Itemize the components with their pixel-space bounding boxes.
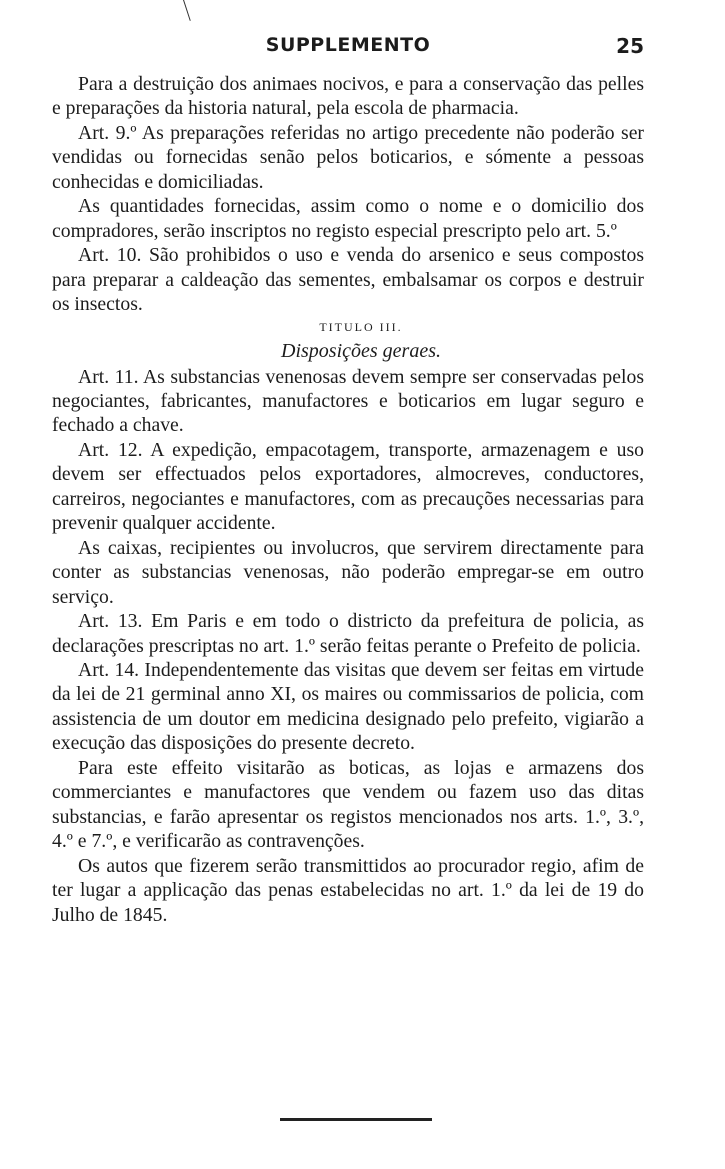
paragraph: Para a destruição dos animaes nocivos, e para a conservação das pelles e preparações da historia natural, pela escola de pharmacia. [52, 73, 644, 120]
paragraph: Os autos que fizerem serão transmittidos ao procurador regio, afim de ter lugar a applicação das penas estabelecidas no art. 1.º da lei de 19 do Julho de 1845. [52, 854, 644, 926]
paragraph: Art. 12. A expedição, empacotagem, transporte, armazenagem e uso devem ser effectuados pelos exportadores, almocreves, conductores, carreiros, negociantes e manufactores, com as precauções necessarias para prevenir qualquer accidente. [52, 438, 644, 535]
running-title: SUPPLEMENTO [265, 34, 431, 56]
section-heading: Disposições geraes. [281, 339, 441, 362]
paragraph: Art. 9.º As preparações referidas no artigo precedente não poderão ser vendidas ou fornecidas senão pelos boticarios, e sómente a pessoas conhecidas e domiciliadas. [52, 121, 644, 193]
paragraph: Art. 10. São prohibidos o uso e venda do arsenico e seus compostos para preparar a caldeação das sementes, embalsamar os corpos e destruir os insectos. [52, 244, 644, 316]
page-header [52, 34, 644, 64]
paragraph: Art. 14. Independentemente das visitas que devem ser feitas em virtude da lei de 21 germinal anno XI, os maires ou commissarios de policia, com assistencia de um doutor em medicina designado pelo prefeito, vigiarão a execução das disposições do presente decreto. [52, 658, 644, 755]
page-body [52, 72, 644, 927]
paragraph: Art. 13. Em Paris e em todo o districto da prefeitura de policia, as declarações prescriptas no art. 1.º serão feitas perante o Prefeito de policia. [52, 610, 644, 657]
closing-rule [280, 1118, 432, 1121]
paragraph: Art. 11. As substancias venenosas devem sempre ser conservadas pelos negociantes, fabricantes, manufactores e boticarios em lugar seguro e fechado a chave. [52, 365, 644, 437]
section-label: TITULO III. [319, 319, 403, 334]
paragraph: As quantidades fornecidas, assim como o nome e o domicilio dos compradores, serão inscriptos no registo especial prescripto pelo art. 5.º [52, 195, 644, 242]
page-number: 25 [616, 34, 644, 58]
corner-mark [183, 0, 193, 21]
paragraph: As caixas, recipientes ou involucros, que servirem directamente para conter as substancias venenosas, não poderão empregar-se em outro serviço. [52, 536, 644, 608]
paragraph: Para este effeito visitarão as boticas, as lojas e armazens dos commerciantes e manufactores que vendem ou fazem uso das ditas substancias, e farão apresentar os registos mencionados nos arts. 1.º, 3.º, 4.º e 7.º, e verificarão as contravenções. [52, 756, 644, 853]
